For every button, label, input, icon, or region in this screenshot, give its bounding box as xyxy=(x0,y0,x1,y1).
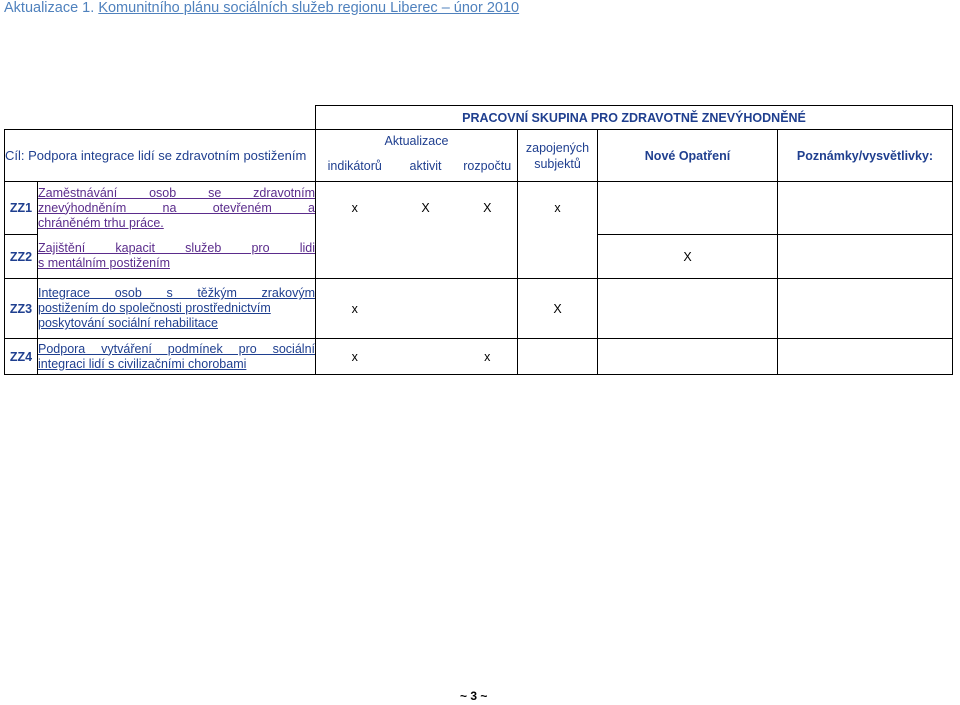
cell-zapojenych: X xyxy=(518,279,598,339)
row-description: Zajištění kapacit služeb pro lidi s mentálním postižením xyxy=(38,235,316,279)
aktualizace-label: Aktualizace xyxy=(316,130,518,152)
col-indikatoru: indikátorů xyxy=(316,152,394,182)
cell-nove xyxy=(598,279,778,339)
cell-indikatoru: x xyxy=(316,279,394,339)
cell-aktivit xyxy=(394,279,458,339)
header-title: Komunitního plánu sociálních služeb regionu Liberec – únor 2010 xyxy=(98,0,520,16)
cell-poznamky xyxy=(778,279,953,339)
table-row xyxy=(5,182,953,235)
table-row xyxy=(5,339,953,375)
cell-indikatoru xyxy=(316,235,394,279)
page-number: ~ 3 ~ xyxy=(460,689,488,703)
cell-indikatoru: x xyxy=(316,339,394,375)
row-code: ZZ2 xyxy=(5,235,38,279)
cell-indikatoru: x xyxy=(316,182,394,235)
cell-poznamky xyxy=(778,182,953,235)
table-row xyxy=(5,235,953,279)
row-code: ZZ4 xyxy=(5,339,38,375)
cell-poznamky xyxy=(778,235,953,279)
header-prefix: Aktualizace 1. xyxy=(4,0,99,16)
row-code: ZZ1 xyxy=(5,182,38,235)
row-description: Podpora vytváření podmínek pro sociální integraci lidí s civilizačními chorobami xyxy=(38,339,316,375)
cell-aktivit xyxy=(394,235,458,279)
cell-rozpoctu xyxy=(458,279,518,339)
cell-nove xyxy=(598,182,778,235)
row-description: Zaměstnávání osob se zdravotním znevýhodněním na otevřeném a chráněném trhu práce. xyxy=(38,182,316,235)
cell-rozpoctu xyxy=(458,235,518,279)
cell-rozpoctu: x xyxy=(458,339,518,375)
col-aktivit: aktivit xyxy=(394,152,458,182)
col-poznamky: Poznámky/vysvětlivky: xyxy=(778,130,953,182)
cell-poznamky xyxy=(778,339,953,375)
row-description: Integrace osob s těžkým zrakovým postižením do společnosti prostřednictvím poskytování sociální rehabilitace xyxy=(38,279,316,339)
cell-zapojenych xyxy=(518,235,598,279)
group-title: PRACOVNÍ SKUPINA PRO ZDRAVOTNĚ ZNEVÝHODNĚNÉ xyxy=(316,106,953,130)
col-zapojenych: zapojených subjektů xyxy=(518,130,598,182)
col-nove-opatreni: Nové Opatření xyxy=(598,130,778,182)
cell-zapojenych: x xyxy=(518,182,598,235)
plan-table xyxy=(4,105,953,375)
cell-rozpoctu: X xyxy=(458,182,518,235)
cell-aktivit xyxy=(394,339,458,375)
table-row xyxy=(5,279,953,339)
page-header xyxy=(4,0,519,16)
cell-nove: X xyxy=(598,235,778,279)
col-rozpoctu: rozpočtu xyxy=(458,152,518,182)
cell-aktivit: X xyxy=(394,182,458,235)
cell-zapojenych xyxy=(518,339,598,375)
row-code: ZZ3 xyxy=(5,279,38,339)
goal-text: Cíl: Podpora integrace lidí se zdravotním postižením xyxy=(5,130,316,182)
cell-nove xyxy=(598,339,778,375)
